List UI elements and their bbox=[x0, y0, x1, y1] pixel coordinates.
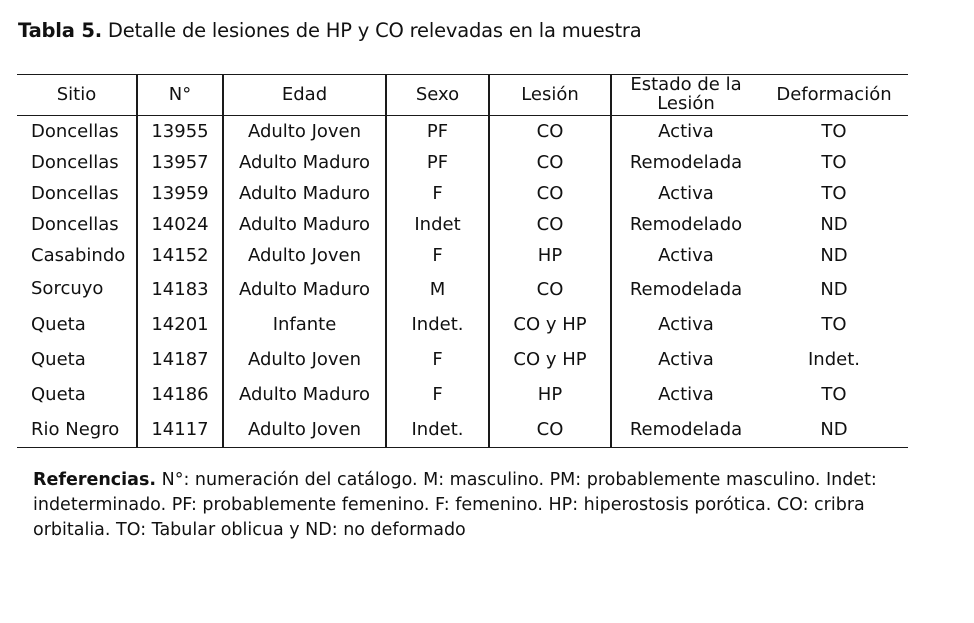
cell-sexo: F bbox=[386, 178, 489, 209]
cell-numero: 14187 bbox=[137, 342, 223, 377]
cell-deformacion: ND bbox=[820, 214, 848, 235]
header-estado bbox=[611, 75, 760, 116]
header-deformacion: Deformación bbox=[760, 75, 908, 116]
table-row bbox=[17, 178, 908, 209]
cell-edad: Adulto Maduro bbox=[223, 147, 386, 178]
cell-edad: Adulto Joven bbox=[223, 116, 386, 148]
cell-numero: 14183 bbox=[137, 271, 223, 307]
cell-sitio: Queta bbox=[31, 384, 86, 405]
table-row bbox=[17, 271, 908, 307]
cell-numero: 14152 bbox=[137, 240, 223, 271]
cell-sexo: PF bbox=[386, 116, 489, 148]
cell-lesion: CO y HP bbox=[489, 307, 611, 342]
cell-deformacion: TO bbox=[821, 152, 847, 173]
cell-sexo: Indet bbox=[386, 209, 489, 240]
references-note bbox=[33, 468, 893, 543]
cell-sitio: Sorcuyo bbox=[31, 278, 104, 299]
lesions-table bbox=[17, 74, 908, 448]
cell-sitio: Doncellas bbox=[31, 183, 119, 204]
cell-edad: Adulto Joven bbox=[223, 412, 386, 448]
cell-sexo: F bbox=[386, 240, 489, 271]
cell-edad: Adulto Joven bbox=[223, 342, 386, 377]
cell-deformacion: TO bbox=[821, 314, 847, 335]
header-numero: N° bbox=[137, 75, 223, 116]
cell-lesion: CO bbox=[489, 209, 611, 240]
cell-estado: Activa bbox=[611, 178, 760, 209]
cell-sexo: Indet. bbox=[386, 307, 489, 342]
cell-edad: Adulto Joven bbox=[223, 240, 386, 271]
cell-deformacion: ND bbox=[760, 412, 908, 448]
header-sitio: Sitio bbox=[17, 75, 137, 116]
cell-lesion: CO y HP bbox=[489, 342, 611, 377]
table-row bbox=[17, 209, 908, 240]
cell-sexo: F bbox=[386, 342, 489, 377]
cell-estado: Remodelada bbox=[611, 271, 760, 307]
cell-sexo: Indet. bbox=[386, 412, 489, 448]
references-text: N°: numeración del catálogo. M: masculino. PM: probablemente masculino. Indet: indeterminado. PF: probablemente femenino. F: femenino. HP: hiperostosis porótica. CO: cribra orbitalia. TO: Tabular oblicua y ND: no deformado bbox=[33, 470, 877, 540]
cell-numero: 13959 bbox=[137, 178, 223, 209]
caption-text: Detalle de lesiones de HP y CO relevadas en la muestra bbox=[107, 19, 642, 42]
cell-numero: 13957 bbox=[137, 147, 223, 178]
table-header-row bbox=[17, 75, 908, 116]
cell-numero: 14117 bbox=[137, 412, 223, 448]
cell-lesion: CO bbox=[489, 116, 611, 148]
cell-sitio: Rio Negro bbox=[17, 412, 137, 448]
cell-edad: Adulto Maduro bbox=[223, 271, 386, 307]
cell-estado: Remodelada bbox=[611, 412, 760, 448]
references-label: Referencias. bbox=[33, 470, 157, 490]
cell-estado: Remodelada bbox=[611, 147, 760, 178]
cell-edad: Adulto Maduro bbox=[223, 377, 386, 412]
table-row bbox=[17, 147, 908, 178]
cell-estado: Activa bbox=[611, 240, 760, 271]
caption-label: Tabla 5. bbox=[18, 19, 102, 42]
cell-estado: Activa bbox=[611, 307, 760, 342]
cell-numero: 14186 bbox=[137, 377, 223, 412]
cell-sitio: Queta bbox=[31, 349, 86, 370]
cell-sexo: PF bbox=[386, 147, 489, 178]
cell-sitio: Queta bbox=[31, 314, 86, 335]
cell-edad: Adulto Maduro bbox=[223, 209, 386, 240]
header-sexo: Sexo bbox=[386, 75, 489, 116]
cell-numero: 14024 bbox=[137, 209, 223, 240]
cell-lesion: HP bbox=[489, 240, 611, 271]
cell-lesion: CO bbox=[489, 271, 611, 307]
cell-estado: Activa bbox=[611, 342, 760, 377]
table-row bbox=[17, 412, 908, 448]
table-row bbox=[17, 377, 908, 412]
cell-deformacion: TO bbox=[821, 183, 847, 204]
table-row bbox=[17, 307, 908, 342]
cell-sitio: Doncellas bbox=[31, 152, 119, 173]
cell-sexo: F bbox=[386, 377, 489, 412]
cell-deformacion: ND bbox=[820, 245, 848, 266]
cell-deformacion: Indet. bbox=[808, 349, 860, 370]
cell-estado: Activa bbox=[611, 116, 760, 148]
cell-deformacion: TO bbox=[821, 121, 847, 142]
cell-numero: 14201 bbox=[137, 307, 223, 342]
cell-sitio: Casabindo bbox=[31, 245, 126, 266]
header-estado-line1: Estado de la bbox=[630, 74, 742, 95]
cell-sitio: Doncellas bbox=[31, 214, 119, 235]
cell-edad: Adulto Maduro bbox=[223, 178, 386, 209]
cell-numero: 13955 bbox=[137, 116, 223, 148]
header-edad: Edad bbox=[223, 75, 386, 116]
cell-lesion: HP bbox=[489, 377, 611, 412]
cell-estado: Activa bbox=[611, 377, 760, 412]
cell-sitio: Doncellas bbox=[31, 121, 119, 142]
cell-edad: Infante bbox=[223, 307, 386, 342]
cell-estado: Remodelado bbox=[611, 209, 760, 240]
cell-deformacion: ND bbox=[820, 278, 848, 300]
table-row bbox=[17, 240, 908, 271]
table-row bbox=[17, 342, 908, 377]
cell-deformacion: TO bbox=[821, 384, 847, 405]
cell-sexo: M bbox=[386, 271, 489, 307]
cell-lesion: CO bbox=[489, 412, 611, 448]
header-lesion: Lesión bbox=[489, 75, 611, 116]
table-caption bbox=[18, 19, 641, 42]
header-estado-line2: Lesión bbox=[657, 93, 715, 114]
cell-lesion: CO bbox=[489, 178, 611, 209]
table-row bbox=[17, 116, 908, 148]
cell-lesion: CO bbox=[489, 147, 611, 178]
